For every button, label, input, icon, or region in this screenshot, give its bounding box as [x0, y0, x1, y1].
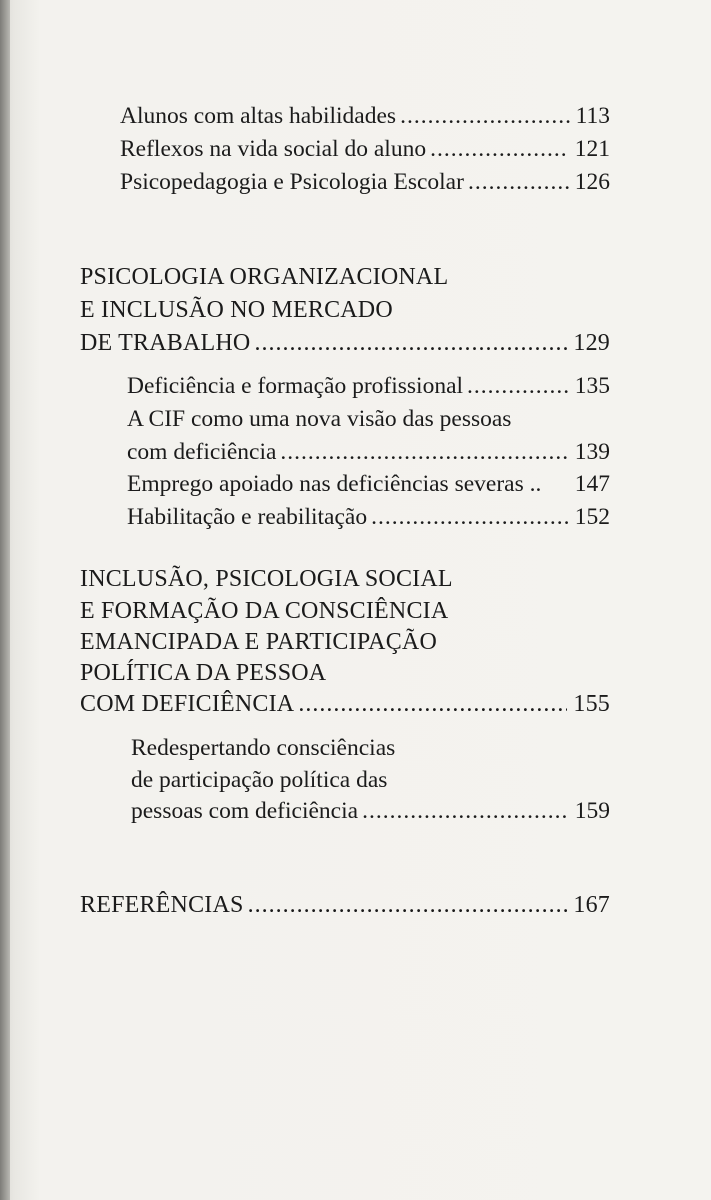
toc-entry: [127, 502, 610, 532]
dot-leader: [254, 328, 567, 358]
section-heading-line: INCLUSÃO, PSICOLOGIA SOCIAL: [80, 566, 453, 592]
toc-entry: [131, 796, 610, 826]
toc-entry-title: de participação política das: [131, 767, 388, 793]
toc-entry-page: 155: [573, 691, 610, 717]
section-heading-line: PSICOLOGIA ORGANIZACIONAL: [80, 264, 449, 290]
section-heading-line: E INCLUSÃO NO MERCADO: [80, 297, 393, 323]
toc-entry-title: Psicopedagogia e Psicologia Escolar: [120, 169, 464, 195]
toc-entry-title: com deficiência: [127, 439, 277, 465]
dot-leader: [430, 134, 569, 164]
dot-leader: [248, 890, 568, 920]
toc-entry: [127, 469, 610, 499]
section-heading-line: E FORMAÇÃO DA CONSCIÊNCIA: [80, 598, 449, 624]
toc-entry-title: Deficiência e formação profissional: [127, 373, 464, 399]
dot-leader: [467, 371, 569, 401]
dot-leader: [280, 437, 568, 467]
toc-entry: [120, 101, 610, 131]
toc-entry-title: Habilitação e reabilitação: [127, 504, 368, 530]
toc-entry-page: 152: [574, 504, 610, 530]
toc-entry: [120, 167, 610, 197]
toc-entry-title: A CIF como uma nova visão das pessoas: [127, 406, 512, 432]
toc-entry-page: 139: [574, 439, 610, 465]
dot-leader: [298, 689, 567, 719]
dot-leader: [400, 101, 570, 131]
section-heading-line: DE TRABALHO: [80, 330, 251, 356]
dot-leader: [468, 167, 569, 197]
toc-entry-page: 135: [574, 373, 610, 399]
toc-entry-page: 147: [574, 471, 610, 497]
section-heading-entry: [80, 689, 610, 719]
section-heading-line: COM DEFICIÊNCIA: [80, 691, 295, 717]
toc-entry-title: pessoas com deficiência: [131, 798, 359, 824]
section-heading-line: POLÍTICA DA PESSOA: [80, 660, 327, 686]
dot-leader: [362, 796, 569, 826]
section-heading-line: EMANCIPADA E PARTICIPAÇÃO: [80, 629, 437, 655]
toc-entry-page: 159: [574, 798, 610, 824]
section-heading-entry: [80, 328, 610, 358]
toc-entry: [120, 134, 610, 164]
toc-entry: [127, 371, 610, 401]
toc-entry-page: 129: [573, 330, 610, 356]
toc-entry-title: Alunos com altas habilidades: [120, 103, 397, 129]
toc-entry-title: Emprego apoiado nas deficiências severas ..: [127, 471, 542, 497]
toc-entry-title: Reflexos na vida social do aluno: [120, 136, 427, 162]
dot-leader: [371, 502, 569, 532]
toc-entry-page: 126: [574, 169, 610, 195]
references-title: REFERÊNCIAS: [80, 892, 244, 918]
toc-entry: [127, 437, 610, 467]
toc-entry-title: Redespertando consciências: [131, 735, 396, 761]
references-entry: [80, 890, 610, 920]
toc-entry-page: 113: [575, 103, 610, 129]
toc-entry-page: 121: [574, 136, 610, 162]
references-page: 167: [573, 892, 610, 918]
